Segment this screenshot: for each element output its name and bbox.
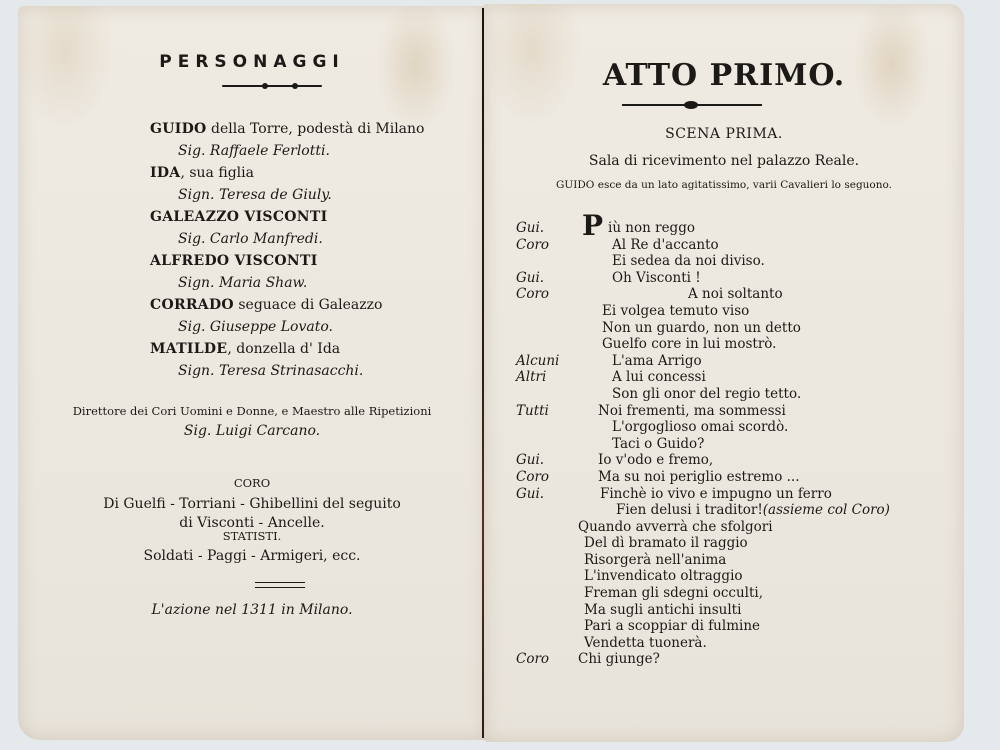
- drop-cap: P: [582, 209, 604, 242]
- speaker: [516, 519, 578, 536]
- libretto-line: [516, 419, 956, 436]
- speaker: Gui.: [516, 485, 545, 502]
- role-name: GALEAZZO VISCONTI: [150, 209, 328, 225]
- director-name: Sig. Luigi Carcano.: [183, 423, 321, 439]
- libretto-line: [516, 602, 956, 619]
- verse: Non un guardo, non un detto: [602, 319, 801, 336]
- libretto-line: [516, 568, 956, 585]
- right-page: [484, 4, 964, 742]
- verse: Del dì bramato il raggio: [584, 535, 748, 552]
- libretto-line: [516, 320, 956, 337]
- inline-stage-direction: (assieme col Coro): [762, 502, 890, 519]
- role-name: IDA: [150, 165, 181, 181]
- verse: Fien delusi i traditor!: [616, 502, 763, 519]
- actor-name: Sign. Maria Shaw.: [178, 275, 308, 291]
- speaker: [516, 635, 578, 652]
- libretto-line: [516, 436, 956, 453]
- actor-name: Sign. Teresa de Giuly.: [178, 187, 332, 203]
- verse: iù non reggo: [608, 220, 695, 236]
- speaker: Gui.: [516, 452, 545, 469]
- libretto-line: [516, 303, 956, 320]
- libretto-line: [516, 369, 956, 386]
- speaker: [516, 618, 578, 635]
- speaker: [516, 436, 578, 453]
- verse: A lui concessi: [612, 369, 706, 386]
- chorus-section: [18, 474, 486, 533]
- libretto-line: [516, 220, 956, 237]
- libretto-line: [516, 585, 956, 602]
- role-name: CORRADO: [150, 297, 234, 313]
- verse: Pari a scoppiar di fulmine: [584, 618, 761, 635]
- libretto-line: [516, 651, 956, 668]
- verse: Ma sugli antichi insulti: [584, 601, 742, 618]
- speaker: Coro: [516, 236, 550, 253]
- verse: Risorgerà nell'anima: [584, 551, 727, 568]
- ornamental-rule: [622, 101, 762, 109]
- actor-name: Sign. Teresa Strinasacchi.: [178, 363, 364, 379]
- speaker: Coro: [516, 651, 550, 668]
- speaker: [516, 535, 578, 552]
- verse: Quando avverrà che sfolgori: [578, 518, 773, 535]
- verse: Freman gli sdegni occulti,: [584, 585, 764, 602]
- libretto-line: [516, 535, 956, 552]
- libretto-line: [516, 270, 956, 287]
- speaker: [516, 502, 578, 519]
- speaker: [516, 303, 578, 320]
- libretto-line: [516, 469, 956, 486]
- libretto-line: [516, 552, 956, 569]
- verse: A noi soltanto: [688, 286, 783, 303]
- verse: Oh Visconti !: [612, 269, 701, 286]
- cast-entry: [150, 206, 470, 250]
- personaggi-heading: PERSONAGGI: [159, 52, 345, 72]
- libretto-line: [516, 336, 956, 353]
- cast-entry: [150, 294, 470, 338]
- setting-note: L'azione nel 1311 in Milano.: [151, 602, 353, 618]
- scene-title: SCENA PRIMA.: [665, 126, 783, 142]
- verse: Ma su noi periglio estremo ...: [598, 468, 800, 485]
- libretto-line: [516, 618, 956, 635]
- libretto-line: [516, 502, 956, 519]
- verse: L'ama Arrigo: [612, 352, 702, 369]
- verse: Son gli onor del regio tetto.: [612, 385, 802, 402]
- verse: Ei sedea da noi diviso.: [612, 253, 765, 270]
- speaker: Altri: [516, 369, 547, 386]
- verse: Taci o Guido?: [612, 435, 705, 452]
- ornamental-rule: [222, 82, 322, 90]
- chorus-heading: CORO: [233, 476, 271, 490]
- speaker: Tutti: [516, 402, 549, 419]
- libretto-line: [516, 386, 956, 403]
- director-title: Direttore dei Cori Uomini e Donne, e Maestro alle Ripetizioni: [72, 404, 432, 418]
- speaker: [516, 568, 578, 585]
- libretto-line: [516, 253, 956, 270]
- speaker: [516, 336, 578, 353]
- actor-name: Sig. Carlo Manfredi.: [178, 231, 323, 247]
- role-description: , sua figlia: [180, 165, 254, 181]
- speaker: Coro: [516, 286, 550, 303]
- verse: Finchè io vivo e impugno un ferro: [600, 485, 832, 502]
- speaker: [516, 253, 578, 270]
- actor-name: Sig. Raffaele Ferlotti.: [178, 143, 330, 159]
- role-description: della Torre, podestà di Milano: [206, 121, 425, 137]
- double-rule-divider: [255, 582, 305, 588]
- verse: Noi frementi, ma sommessi: [598, 402, 786, 419]
- stage-direction: GUIDO esce da un lato agitatissimo, varii Cavalieri lo seguono.: [555, 179, 892, 191]
- verse: L'orgoglioso omai scordò.: [612, 419, 789, 436]
- role-name: GUIDO: [150, 121, 207, 137]
- speaker: [516, 419, 578, 436]
- cast-entry: [150, 338, 470, 382]
- verse: Io v'odo e fremo,: [598, 452, 714, 469]
- role-name: MATILDE: [150, 341, 228, 357]
- act-title: ATTO PRIMO.: [602, 58, 846, 93]
- speaker: [516, 585, 578, 602]
- verse: Chi giunge?: [578, 651, 660, 668]
- libretto-line: [516, 353, 956, 370]
- libretto-line: [516, 286, 956, 303]
- speaker: Coro: [516, 468, 550, 485]
- libretto-line: [516, 635, 956, 652]
- cast-list: [150, 118, 470, 382]
- left-page: [18, 6, 486, 740]
- libretto-lines: [516, 209, 956, 668]
- speaker: [516, 320, 578, 337]
- chorus-line: Di Guelfi - Torriani - Ghibellini del seguito: [103, 496, 401, 512]
- cast-entry: [150, 118, 470, 162]
- libretto-line: [516, 486, 956, 503]
- director-credit: [18, 402, 486, 442]
- speaker: [516, 386, 578, 403]
- libretto-line: [516, 403, 956, 420]
- actor-name: Sig. Giuseppe Lovato.: [178, 319, 333, 335]
- verse: Vendetta tuonerà.: [584, 634, 707, 651]
- cast-entry: [150, 162, 470, 206]
- role-name: ALFREDO VISCONTI: [150, 253, 318, 269]
- speaker: Gui.: [516, 220, 545, 236]
- libretto-line: [516, 237, 956, 254]
- extras-line: Soldati - Paggi - Armigeri, ecc.: [143, 548, 361, 564]
- scene-location: Sala di ricevimento nel palazzo Reale.: [588, 153, 860, 169]
- speaker: [516, 602, 578, 619]
- cast-entry: [150, 250, 470, 294]
- role-description: seguace di Galeazzo: [233, 297, 383, 313]
- extras-section: [18, 526, 486, 566]
- chorus-line: di Visconti - Ancelle.: [179, 515, 325, 531]
- verse: Ei volgea temuto viso: [602, 302, 750, 319]
- role-description: , donzella d' Ida: [227, 341, 341, 357]
- libretto-line: [516, 452, 956, 469]
- verse: Al Re d'accanto: [612, 236, 719, 253]
- extras-heading: STATISTI.: [222, 529, 282, 543]
- speaker: [516, 552, 578, 569]
- libretto-line: [516, 519, 956, 536]
- verse: Guelfo core in lui mostrò.: [602, 336, 777, 353]
- speaker: Alcuni: [516, 352, 560, 369]
- speaker: Gui.: [516, 269, 545, 286]
- verse: L'invendicato oltraggio: [584, 568, 743, 585]
